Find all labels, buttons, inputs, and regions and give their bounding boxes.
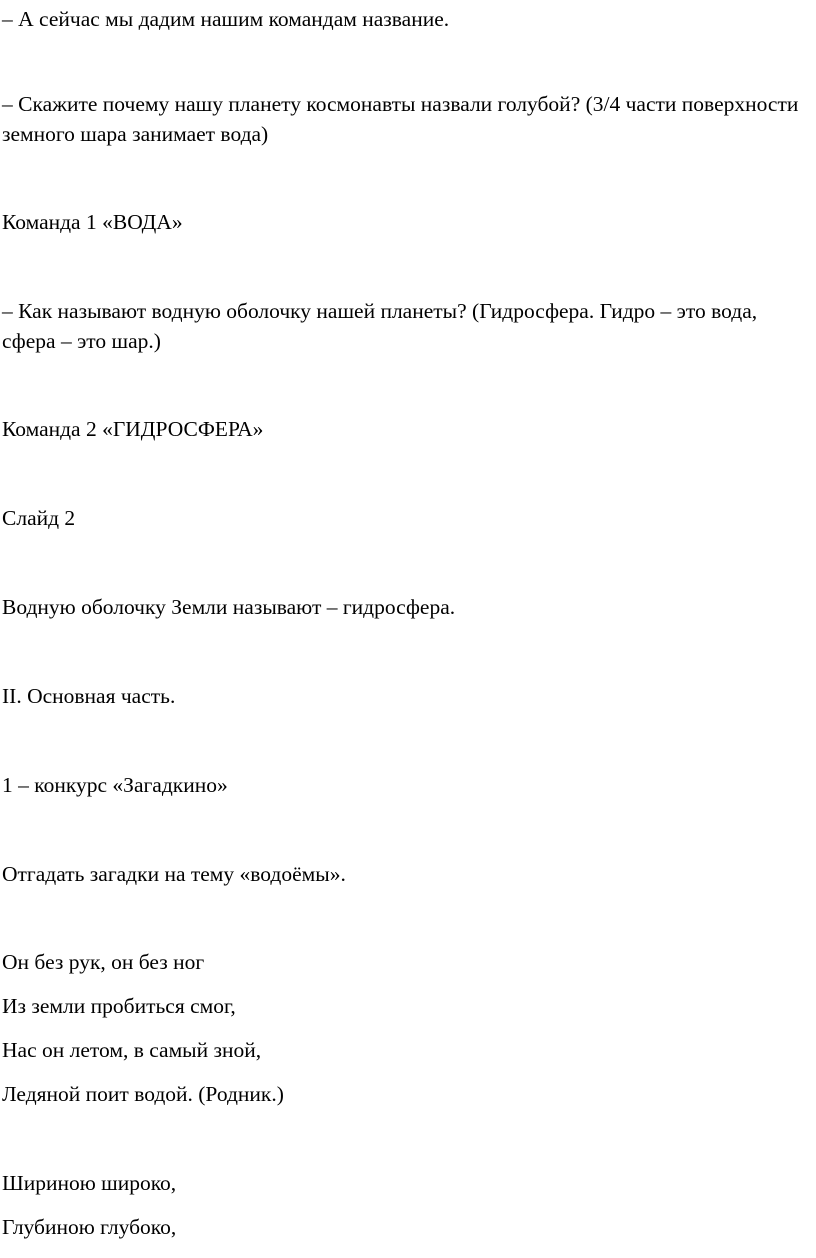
riddle-1-line-4: Ледяной поит водой. (Родник.) bbox=[2, 1082, 284, 1106]
paragraph-team-1: Команда 1 «ВОДА» bbox=[2, 210, 183, 234]
paragraph-hydrosphere-definition: Водную оболочку Земли называют – гидросфера. bbox=[2, 595, 456, 619]
paragraph-contest-1: 1 – конкурс «Загадкино» bbox=[2, 773, 228, 797]
riddle-2-line-1: Шириною широко, bbox=[2, 1171, 177, 1195]
paragraph-question-hydrosphere: – Как называют водную оболочку нашей планеты? (Гидросфера. Гидро – это вода, сфера – это шар.) bbox=[2, 299, 758, 353]
riddle-1-line-3: Нас он летом, в самый зной, bbox=[2, 1038, 262, 1062]
paragraph-team-2: Команда 2 «ГИДРОСФЕРА» bbox=[2, 417, 264, 441]
paragraph-question-blue-planet: – Скажите почему нашу планету космонавты назвали голубой? (3/4 части поверхности земного шара занимает вода) bbox=[2, 92, 799, 146]
paragraph-slide-2: Слайд 2 bbox=[2, 506, 76, 530]
paragraph-task: Отгадать загадки на тему «водоёмы». bbox=[2, 862, 346, 886]
riddle-1-line-1: Он без рук, он без ног bbox=[2, 950, 205, 974]
riddle-2-line-2: Глубиною глубоко, bbox=[2, 1215, 177, 1239]
paragraph-main-part: II. Основная часть. bbox=[2, 684, 176, 708]
paragraph-intro: – А сейчас мы дадим нашим командам название. bbox=[2, 7, 450, 31]
riddle-1-line-2: Из земли пробиться смог, bbox=[2, 994, 236, 1018]
